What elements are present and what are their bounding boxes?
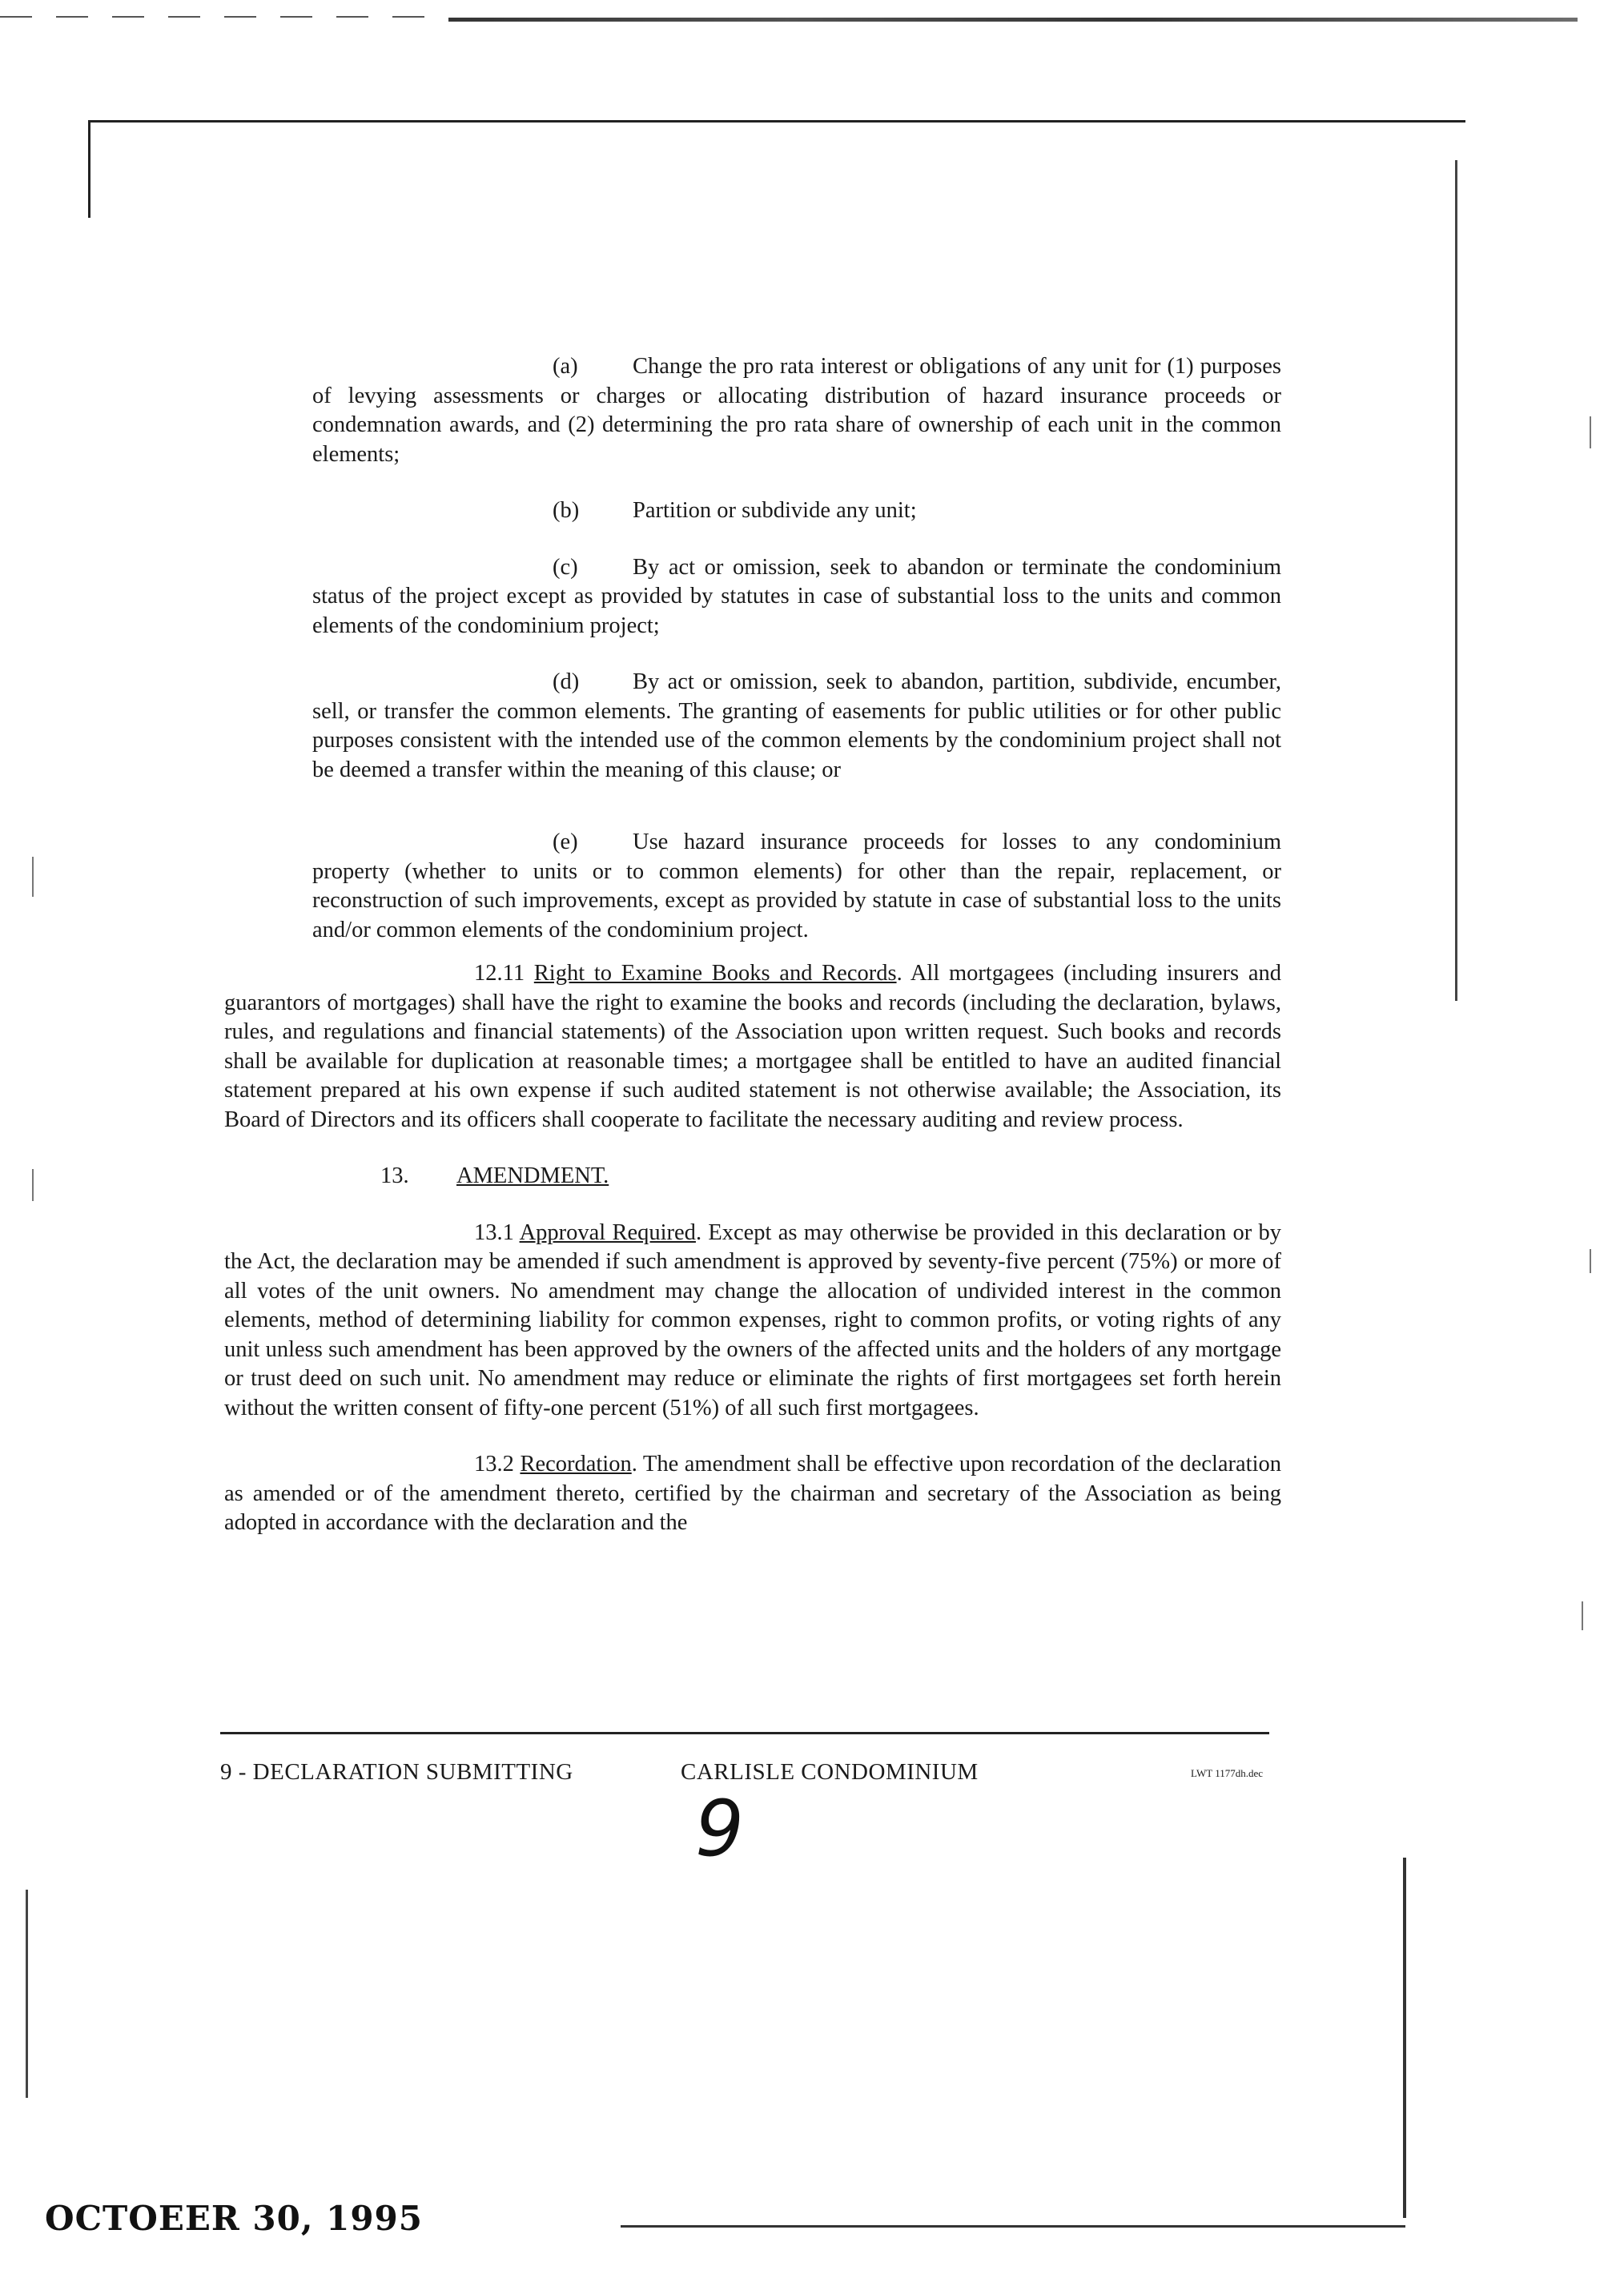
section-number: 13.2: [474, 1452, 514, 1476]
footer-divider: [220, 1732, 1269, 1734]
scan-artifact-right-mark: [1590, 416, 1591, 448]
page-frame-top-line: [88, 120, 1465, 123]
clause-a: [312, 352, 1281, 469]
clause-b: [312, 496, 1281, 526]
scan-artifact-bottom-rule: [621, 2225, 1405, 2228]
footer-document-title: 9 - DECLARATION SUBMITTING: [220, 1759, 573, 1785]
clause-c: [312, 553, 1281, 641]
section-number: 13.: [380, 1163, 409, 1188]
clause-text-first-line: Use hazard insurance proceeds for losses to any: [633, 830, 1140, 854]
footer-file-code: LWT 1177dh.dec: [1191, 1767, 1264, 1779]
section-text: . All mortgagees (including insurers and guarantors of mortgages) shall have the right to examine the books and records (including the declaration, bylaws, rules, and regulations and financial statements) of the Association upon written request. Such books and records shall be available for duplication at reasonable times; a mortgagee shall be entitled to have an audited financial statement prepared at his own expense if such audited statement is not otherwise available; the Association, its Board of Directors and its officers shall cooperate to facilitate the necessary auditing and review process.: [224, 961, 1281, 1132]
clause-text-first-line: Partition or subdivide any unit;: [633, 498, 917, 523]
clause-text: condominium property (whether to units or to common elements) for other than the repair, replacement, or reconstruction of such improvements, except as provided by statute in case of substantial loss to the units and/or common elements of the condominium project.: [312, 830, 1282, 942]
scan-artifact-right-mark: [1590, 1249, 1591, 1273]
clause-label: (c): [553, 554, 578, 580]
clause-text-first-line: By act or omission, seek to abandon, partition, subdivide,: [633, 669, 1179, 694]
clause-text: encumber, sell, or transfer the common elements. The granting of easements for public utilities or for other public purposes consistent with the intended use of the common elements by the condominium project shall not be deemed a transfer within the meaning of this clause; or: [312, 669, 1282, 782]
scan-artifact-left-mark: [32, 857, 34, 897]
scan-artifact-top-dash: [0, 16, 432, 18]
scan-artifact-bottom-right-bar: [1403, 1858, 1406, 2218]
section-number: 12.11: [474, 961, 525, 986]
scan-artifact-right-mark: [1582, 1601, 1583, 1630]
clause-label: (a): [553, 354, 578, 379]
page-frame-right-line: [1455, 160, 1457, 1001]
clause-d: [312, 668, 1281, 785]
scan-artifact-left-mark: [32, 1169, 34, 1201]
page-frame-left-line: [88, 120, 90, 218]
section-13-1: [224, 1219, 1281, 1424]
clause-e: [312, 828, 1281, 945]
section-12-11: [224, 959, 1281, 1135]
clause-label: (e): [553, 830, 578, 854]
clause-text-first-line: By act or omission, seek to abandon or terminate the: [633, 554, 1146, 580]
section-13-2: [224, 1450, 1281, 1538]
scan-artifact-top-smudge: [448, 18, 1578, 22]
date-stamp: OCTOEER 30, 1995: [45, 2199, 423, 2238]
section-title: AMENDMENT.: [456, 1163, 609, 1188]
section-title: Recordation: [520, 1452, 632, 1476]
section-title: Right to Examine Books and Records: [533, 961, 897, 986]
section-text: . Except as may otherwise be provided in this declaration or by the Act, the declaration may be amended if such amendment is approved by seventy-five percent (75%) or more of all votes of the unit owners. No amendment may change the allocation of undivided interest in the common elements, method of determining liability for common expenses, right to common profits, or voting rights of any unit unless such amendment has been approved by the owners of the affected units and the holders of any mortgage or trust deed on such unit. No amendment may reduce or eliminate the rights of first mortgagees set forth herein without the written consent of fifty-one percent (51%) of all such first mortgagees.: [224, 1219, 1282, 1420]
section-number: 13.1: [474, 1219, 514, 1245]
clause-text-first-line: Change the pro rata interest or obligations of any unit for: [633, 354, 1161, 379]
footer-project-name: CARLISLE CONDOMINIUM: [681, 1759, 979, 1785]
section-title: Approval Required: [519, 1219, 696, 1245]
handwritten-page-number: 9: [695, 1784, 745, 1874]
clause-label: (b): [553, 498, 580, 523]
clause-text: (1) purposes of levying assessments or charges or allocating distribution of hazard insurance proceeds or condemnation awards, and (2) determining the pro rata share of ownership of each unit in the common elements;: [312, 354, 1282, 467]
section-13-heading: [380, 1162, 1281, 1191]
section-text: . The amendment shall be effective upon recordation of the declaration as amended or of the amendment thereto, certified by the chairman and secretary of the Association as being adopted in accordance with the declaration and the: [224, 1452, 1282, 1535]
scan-artifact-bottom-left-bar: [26, 1890, 28, 2098]
clause-text: condominium status of the project except as provided by statutes in case of substantial loss to the units and common elements of the condominium project;: [312, 554, 1282, 638]
clause-label: (d): [553, 669, 580, 694]
document-body: [224, 352, 1281, 1565]
